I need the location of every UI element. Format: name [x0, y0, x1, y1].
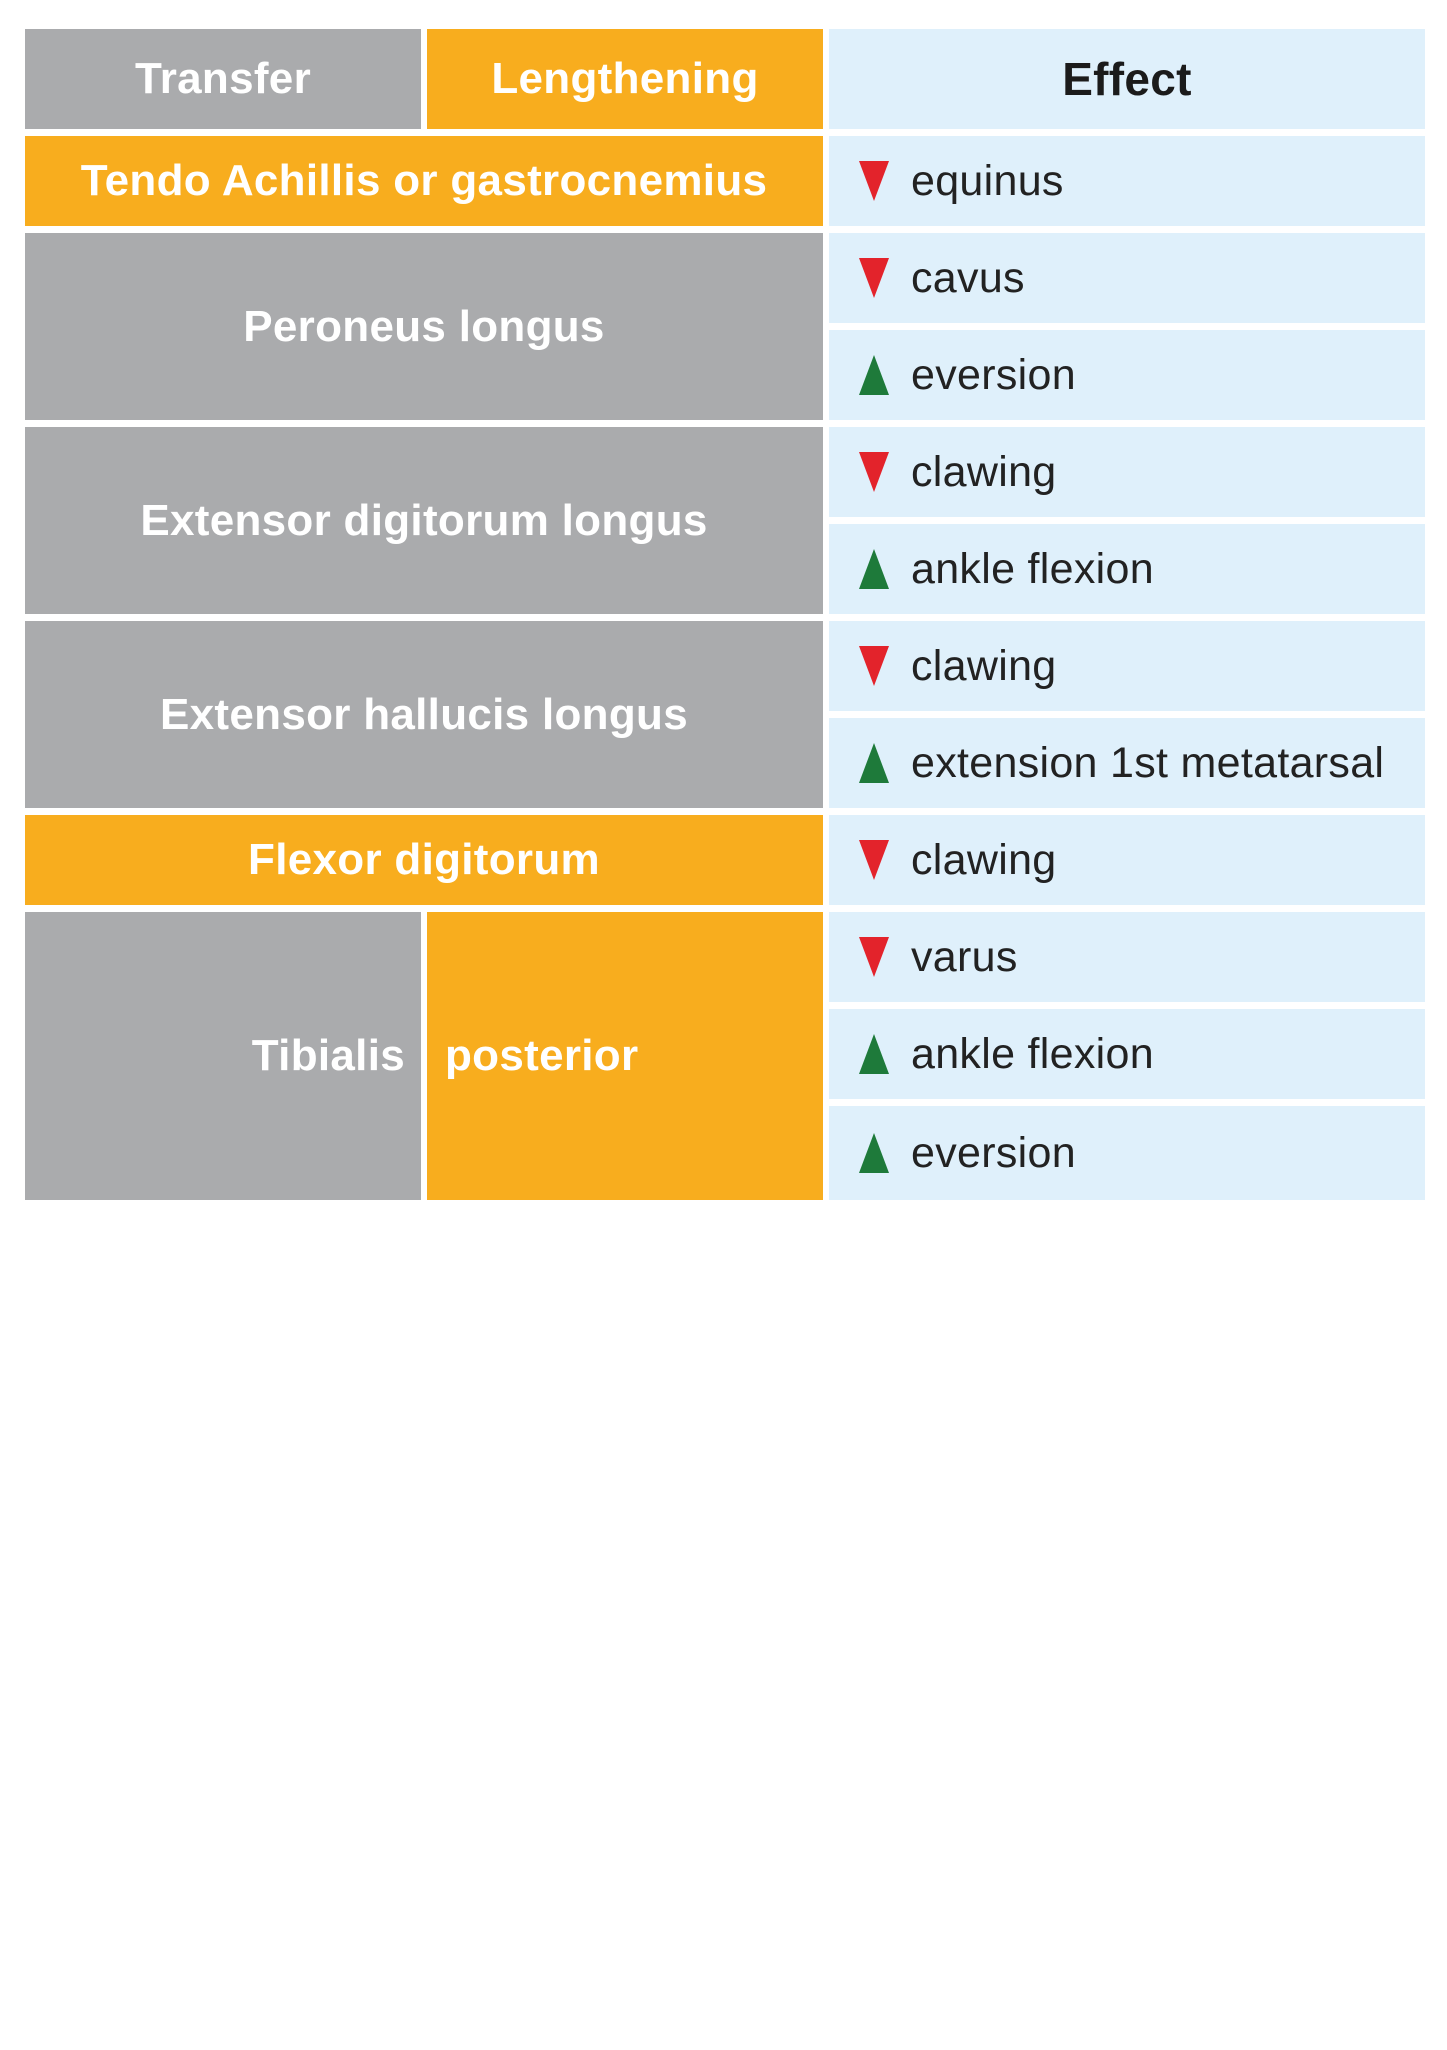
- effect-equinus: [829, 136, 1425, 226]
- effect-label: eversion: [911, 350, 1076, 399]
- header-effect: Effect: [829, 29, 1425, 129]
- row-muscle-posterior: posterior: [427, 912, 823, 1200]
- effect-ankle-flexion: [829, 1009, 1425, 1099]
- effect-clawing: [829, 427, 1425, 517]
- down-triangle-icon: [859, 937, 889, 977]
- effect-eversion: [829, 330, 1425, 420]
- header-transfer: Transfer: [25, 29, 421, 129]
- row-muscle-flexor-digitorum: Flexor digitorum: [25, 815, 823, 905]
- header-lengthening: Lengthening: [427, 29, 823, 129]
- up-triangle-icon: [859, 355, 889, 395]
- up-triangle-icon: [859, 743, 889, 783]
- row-muscle-extensor-digitorum-longus: Extensor digitorum longus: [25, 427, 823, 614]
- effect-extension-1st-metatarsal: [829, 718, 1425, 808]
- row-muscle-tendo-achillis: Tendo Achillis or gastrocnemius: [25, 136, 823, 226]
- down-triangle-icon: [859, 161, 889, 201]
- effect-label: eversion: [911, 1128, 1076, 1177]
- effect-cavus: [829, 233, 1425, 323]
- down-triangle-icon: [859, 646, 889, 686]
- down-triangle-icon: [859, 452, 889, 492]
- down-triangle-icon: [859, 840, 889, 880]
- row-muscle-tibialis: Tibialis: [25, 912, 421, 1200]
- effect-label: extension 1st metatarsal: [911, 738, 1385, 787]
- row-muscle-peroneus-longus: Peroneus longus: [25, 233, 823, 420]
- effect-clawing: [829, 621, 1425, 711]
- effect-label: ankle flexion: [911, 1029, 1154, 1078]
- effect-varus: [829, 912, 1425, 1002]
- effect-label: clawing: [911, 447, 1057, 496]
- effect-eversion: [829, 1106, 1425, 1200]
- up-triangle-icon: [859, 549, 889, 589]
- row-muscle-extensor-hallucis-longus: Extensor hallucis longus: [25, 621, 823, 808]
- up-triangle-icon: [859, 1133, 889, 1173]
- up-triangle-icon: [859, 1034, 889, 1074]
- muscle-effect-table: [25, 29, 1425, 1200]
- effect-clawing: [829, 815, 1425, 905]
- effect-ankle-flexion: [829, 524, 1425, 614]
- effect-label: clawing: [911, 835, 1057, 884]
- effect-label: ankle flexion: [911, 544, 1154, 593]
- down-triangle-icon: [859, 258, 889, 298]
- effect-label: varus: [911, 932, 1018, 981]
- effect-label: cavus: [911, 253, 1025, 302]
- effect-label: clawing: [911, 641, 1057, 690]
- effect-label: equinus: [911, 156, 1064, 205]
